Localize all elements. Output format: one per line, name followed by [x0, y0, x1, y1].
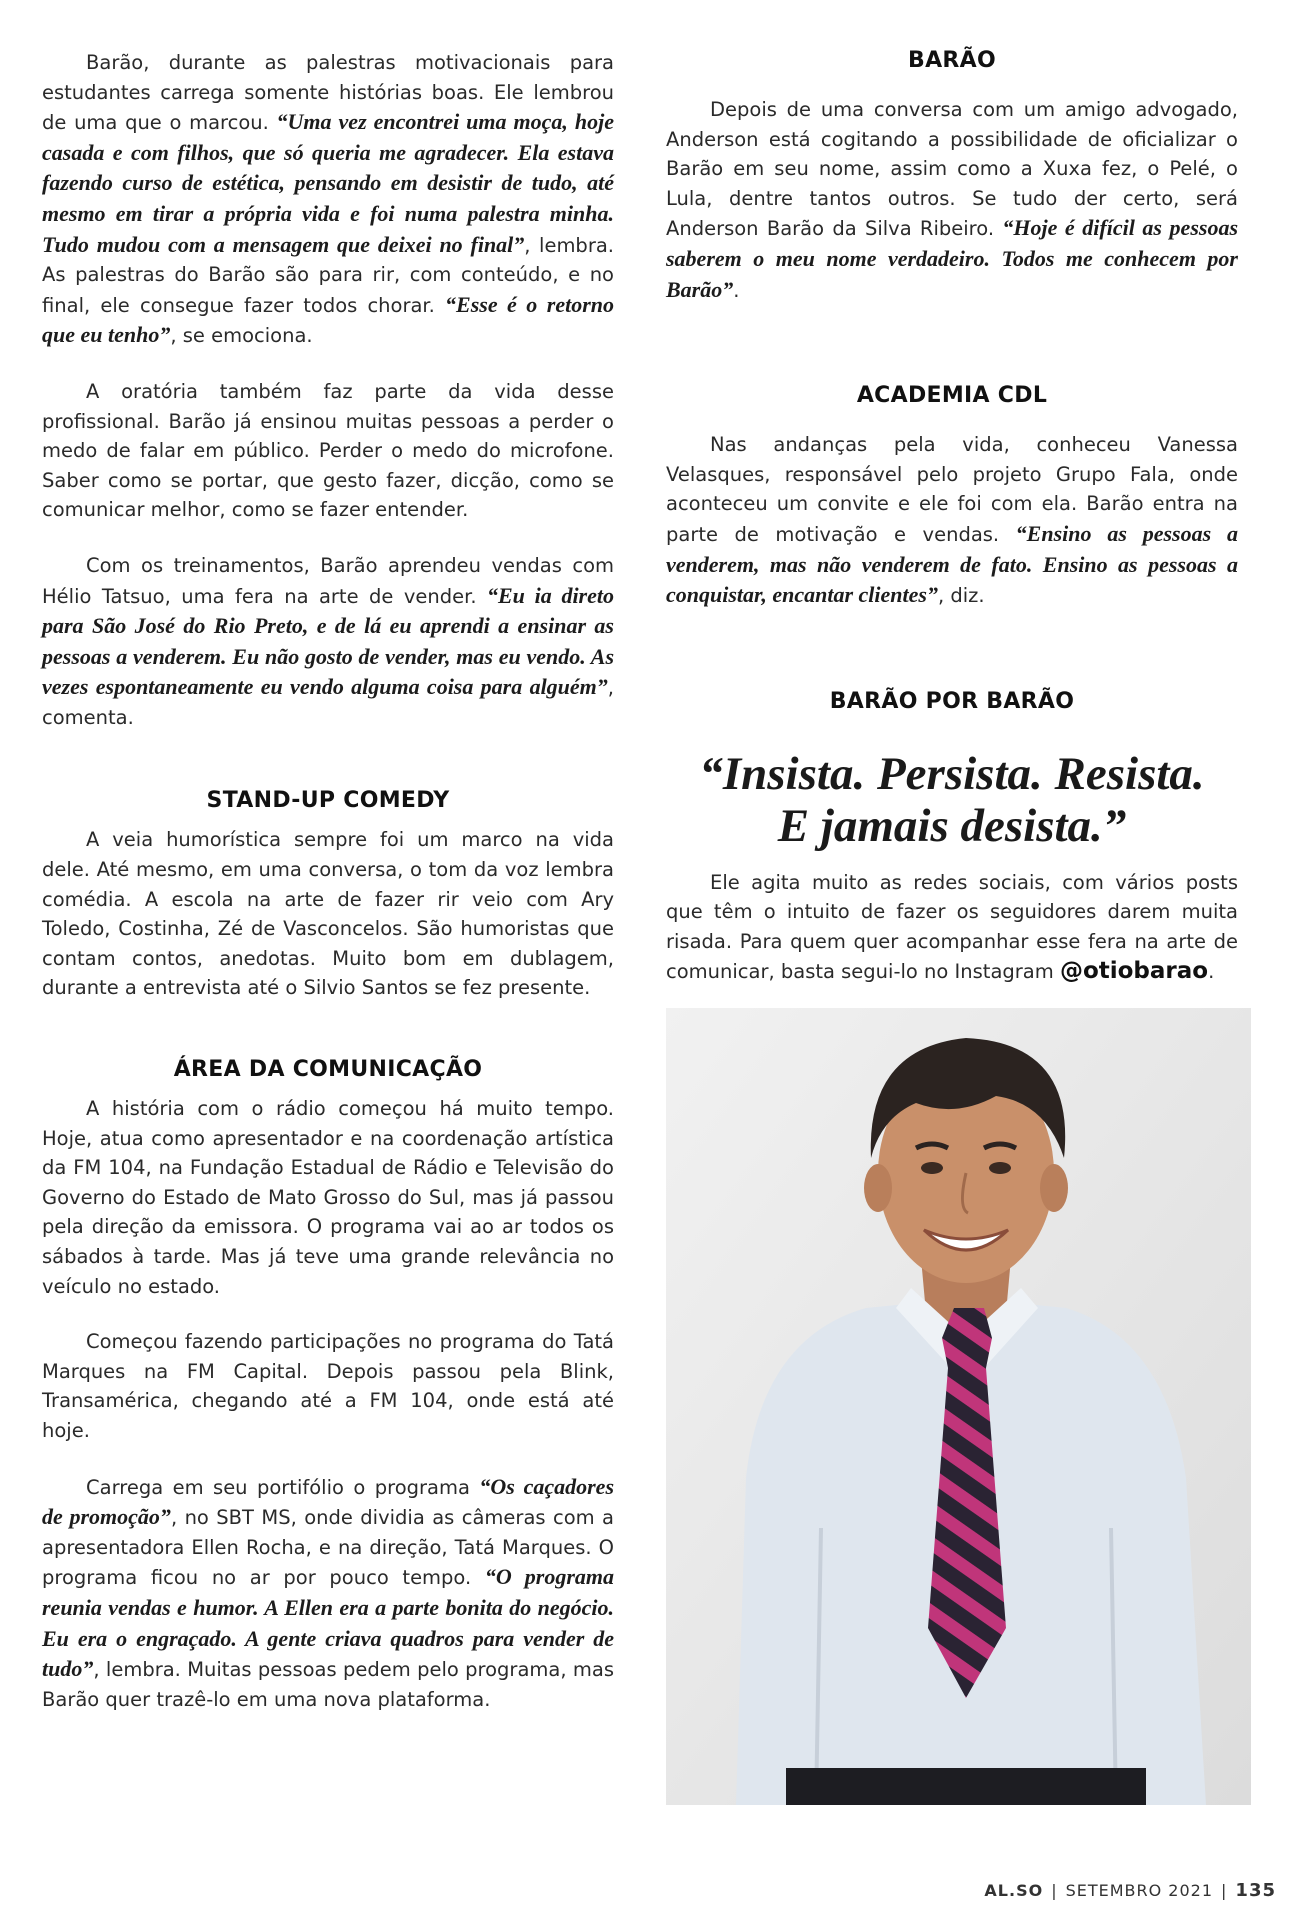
pull-quote-line-1: “Insista. Persista. Resista.	[699, 747, 1205, 800]
quote-span: “Eu ia direto para São José do Rio Preto, e de lá eu aprendi a ensinar as pessoas a venderem. Eu não gosto de vender, mas eu vendo. As vezes espontaneamente eu vendo alguma coisa para alguém”	[42, 582, 614, 700]
paragraph-radio: A história com o rádio começou há muito tempo. Hoje, atua como apresentador e na coordenação artística da FM 104, na Fundação Estadual de Rádio e Televisão do Governo do Estado de Mato Grosso do Sul, mas já passou pela direção da emissora. O programa vai ao ar todos os sábados à tarde. Mas já teve uma grande relevância no veículo no estado.	[42, 1097, 614, 1298]
quote-span: “Ensino as pessoas a venderem, mas não venderem de fato. Ensino as pessoas a conquistar, encantar clientes”	[666, 520, 1238, 608]
footer-separator: |	[1051, 1881, 1058, 1900]
text-span: .	[1208, 959, 1215, 983]
left-column	[42, 48, 614, 1740]
magazine-brand: AL.SO	[984, 1881, 1044, 1900]
quote-span: “Uma vez encontrei uma moça, hoje casada e com filhos, que só queria me agradecer. Ela estava fazendo curso de estética, pensando em desistir de tudo, até mesmo em tirar a própria vida e foi numa palestra minha. Tudo mudou com a mensagem que deixei no final”	[42, 109, 614, 257]
quote-span: “Os caçadores de promoção”	[42, 1473, 615, 1530]
page-footer	[984, 1880, 1276, 1901]
text-span: .	[733, 278, 740, 302]
text-span: , comenta.	[42, 676, 614, 729]
right-column	[666, 48, 1238, 1012]
heading-barao-por-barao: BARÃO POR BARÃO	[829, 688, 1075, 714]
paragraph-participacoes: Começou fazendo participações no programa do Tatá Marques na FM Capital. Depois passou pela Blink, Transamérica, chegando até a FM 104, onde está até hoje.	[42, 1330, 614, 1442]
heading-academia: ACADEMIA CDL	[856, 383, 1048, 409]
text-span: Barão, durante as palestras motivacionais para estudantes carrega somente histórias boas. Ele lembrou de uma que o marcou.	[42, 51, 614, 135]
text-span: Depois de uma conversa com um amigo advogado, Anderson está cogitando a possibilidade de oficializar o Barão em seu nome, assim como a Xuxa fez, o Pelé, o Lula, dentre tantos outros. Se tudo der certo, será Anderson Barão da Silva Ribeiro.	[666, 98, 1238, 241]
text-span: , no SBT MS, onde dividia as câmeras com a apresentadora Ellen Rocha, e na direção, Tatá Marques. O programa ficou no ar por pouco tempo.	[42, 1506, 615, 1590]
paragraph-academia	[666, 430, 1238, 611]
pull-quote	[666, 748, 1238, 852]
portrait-photo	[666, 1008, 1251, 1805]
quote-span: “Hoje é difícil as pessoas saberem o meu nome verdadeiro. Todos me conhecem por Barão”	[666, 215, 1239, 302]
text-span: , lembra. Muitas pessoas pedem pelo programa, mas Barão quer trazê-lo em uma nova plataforma.	[42, 1658, 614, 1711]
issue-date: SETEMBRO 2021	[1065, 1881, 1214, 1900]
paragraph-palestras	[42, 48, 614, 351]
paragraph-standup: A veia humorística sempre foi um marco na vida dele. Até mesmo, em uma conversa, o tom da voz lembra comédia. A escola na arte de fazer rir veio com Ary Toledo, Costinha, Zé de Vasconcelos. São humoristas que contam contos, anedotas. Muito bom em dublagem, durante a entrevista até o Silvio Santos se fez presente.	[42, 828, 614, 1000]
text-span: Ele agita muito as redes sociais, com vários posts que têm o intuito de fazer os seguidores darem muita risada. Para quem quer acompanhar esse fera na arte de comunicar, basta segui-lo no Instagram	[666, 870, 1238, 983]
quote-span: “Esse é o retorno que eu tenho”	[42, 291, 614, 348]
heading-comunicacao: ÁREA DA COMUNICAÇÃO	[173, 1057, 483, 1083]
text-span: , lembra. As palestras do Barão são para rir, com conteúdo, e no final, ele consegue fazer todos chorar.	[42, 233, 614, 317]
heading-barao: BARÃO	[908, 48, 996, 73]
text-span: , se emociona.	[170, 324, 313, 348]
instagram-handle: @otiobarao	[1059, 957, 1209, 984]
belt-area	[786, 1768, 1146, 1805]
footer-separator: |	[1221, 1881, 1228, 1900]
pull-quote-line-2: E jamais desista.”	[777, 799, 1127, 852]
heading-standup: STAND-UP COMEDY	[206, 788, 450, 814]
portrait-illustration	[666, 1008, 1251, 1805]
paragraph-oratoria: A oratória também faz parte da vida desse profissional. Barão já ensinou muitas pessoas a perder o medo de falar em público. Perder o medo do microfone. Saber como se portar, que gesto fazer, dicção, como se comunicar melhor, como se fazer entender.	[42, 379, 614, 522]
text-span: , diz.	[937, 584, 985, 608]
paragraph-barao	[666, 95, 1238, 305]
quote-span: “O programa reunia vendas e humor. A Ellen era a parte bonita do negócio. Eu era o engraçado. A gente criava quadros para vender de tudo”	[42, 1564, 615, 1682]
text-span: Com os treinamentos, Barão aprendeu vendas com Hélio Tatsuo, uma fera na arte de vender.	[42, 553, 614, 608]
paragraph-portifolio	[42, 1472, 614, 1715]
paragraph-instagram	[666, 868, 1238, 986]
page-number: 135	[1235, 1880, 1276, 1901]
text-span: Nas andanças pela vida, conheceu Vanessa Velasques, responsável pelo projeto Grupo Fala, onde aconteceu um convite e ele foi com ela. Barão entra na parte de motivação e vendas.	[666, 433, 1238, 546]
text-span: Carrega em seu portifólio o programa	[86, 1475, 480, 1499]
paragraph-treinamentos	[42, 551, 614, 733]
